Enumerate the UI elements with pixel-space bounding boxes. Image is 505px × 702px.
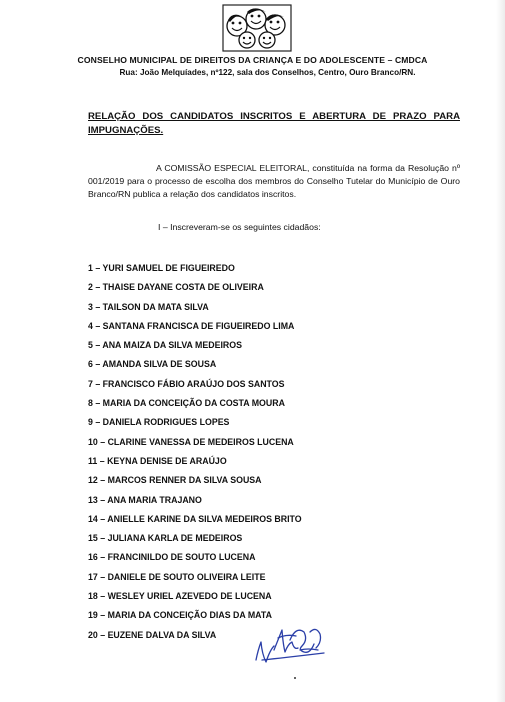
candidate-item: 19 – MARIA DA CONCEIÇÃO DIAS DA MATA [88,610,272,621]
organization-address: Rua: João Melquíades, nº122, sala dos Conselhos, Centro, Ouro Branco/RN. [119,68,416,77]
candidate-item: 9 – DANIELA RODRIGUES LOPES [88,417,230,428]
candidate-item: 13 – ANA MARIA TRAJANO [88,494,202,505]
candidate-item: 5 – ANA MAIZA DA SILVA MEDEIROS [88,340,242,351]
intro-paragraph [88,162,460,201]
candidate-item: 3 – TAILSON DA MATA SILVA [88,301,209,312]
candidate-item: 18 – WESLEY URIEL AZEVEDO DE LUCENA [88,591,272,602]
document-header [0,55,505,77]
candidate-item: 6 – AMANDA SILVA DE SOUSA [88,359,217,370]
document-title: RELAÇÃO DOS CANDIDATOS INSCRITOS E ABERTURA DE PRAZO PARA IMPUGNAÇÕES. [88,111,460,136]
candidate-item: 11 – KEYNA DENISE DE ARAÚJO [88,455,227,466]
candidate-item: 15 – JULIANA KARLA DE MEDEIROS [88,533,243,544]
intro-text: A COMISSÃO ESPECIAL ELEITORAL, constituída na forma da Resolução nº 001/2019 para o processo de escolha dos membros do Conselho Tutelar do Município de Ouro Branco/RN publica a relação dos candidatos inscritos. [88,163,460,199]
candidate-item: 14 – ANIELLE KARINE DA SILVA MEDEIROS BRITO [88,513,302,524]
ink-dot [294,677,296,679]
candidate-item: 7 – FRANCISCO FÁBIO ARAÚJO DOS SANTOS [88,378,285,389]
children-faces-logo-icon [222,4,292,52]
candidate-item: 20 – EUZENE DALVA DA SILVA [88,629,217,640]
scan-edge-shadow [496,0,505,702]
candidate-item: 10 – CLARINE VANESSA DE MEDEIROS LUCENA [88,436,294,447]
handwritten-signature-icon [252,620,330,668]
candidate-item: 4 – SANTANA FRANCISCA DE FIGUEIREDO LIMA [88,320,295,331]
candidate-item: 12 – MARCOS RENNER DA SILVA SOUSA [88,475,262,486]
organization-name: CONSELHO MUNICIPAL DE DIREITOS DA CRIANÇA E DO ADOLESCENTE – CMDCA [77,55,428,65]
candidate-item: 1 – YURI SAMUEL DE FIGUEIREDO [88,263,235,273]
candidate-item: 17 – DANIELE DE SOUTO OLIVEIRA LEITE [88,571,266,582]
candidate-item: 2 – THAISE DAYANE COSTA DE OLIVEIRA [88,282,264,293]
candidate-item: 16 – FRANCINILDO DE SOUTO LUCENA [88,552,256,563]
section-heading: I – Inscreveram-se os seguintes cidadãos: [158,222,321,232]
candidate-item: 8 – MARIA DA CONCEIÇÃO DA COSTA MOURA [88,398,285,409]
candidate-list [88,259,302,645]
